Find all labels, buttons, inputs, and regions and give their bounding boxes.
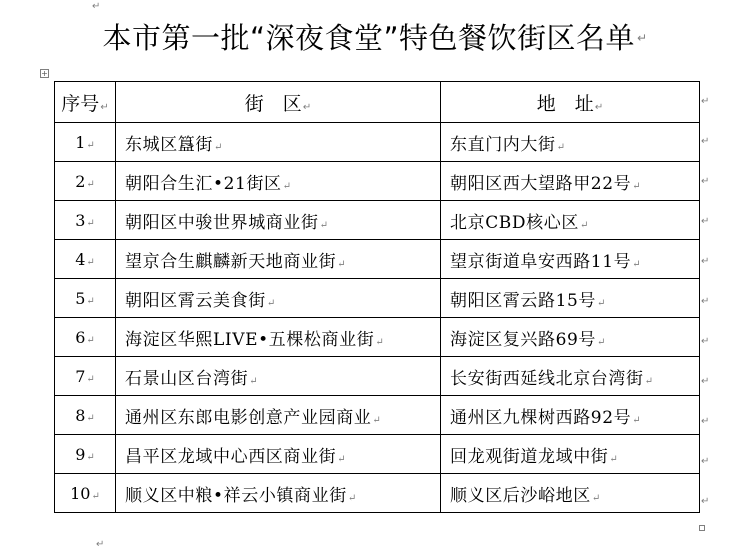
cell-district: 朝阳合生汇•21街区↵ [116,162,441,201]
paragraph-mark-top: ↵ [92,1,101,12]
cell-district: 朝阳区霄云美食街↵ [116,279,441,318]
cell-address: 北京CBD核心区↵ [441,201,700,240]
cell-number: 7↵ [55,357,116,396]
row-end-mark: ↵ [701,456,710,467]
cell-number: 6↵ [55,318,116,357]
cell-number: 1↵ [55,123,116,162]
cell-address: 朝阳区西大望路甲22号↵ [441,162,700,201]
cell-district: 望京合生麒麟新天地商业街↵ [116,240,441,279]
cell-number: 5↵ [55,279,116,318]
table-row [55,201,700,240]
cell-number: 10↵ [55,474,116,513]
row-end-mark: ↵ [701,176,710,187]
cell-number: 4↵ [55,240,116,279]
row-end-mark: ↵ [701,336,710,347]
row-end-mark: ↵ [701,376,710,387]
district-table [54,81,700,513]
cell-number: 8↵ [55,396,116,435]
table-move-handle-icon[interactable]: + [41,69,48,78]
cell-address: 回龙观街道龙域中街↵ [441,435,700,474]
row-end-mark: ↵ [701,256,710,267]
document-title [0,18,750,58]
paragraph-mark-bottom: ↵ [96,539,105,550]
table-row [55,396,700,435]
cell-address: 长安街西延线北京台湾街↵ [441,357,700,396]
cell-district: 海淀区华熙LIVE•五棵松商业街↵ [116,318,441,357]
table-row [55,318,700,357]
row-end-mark: ↵ [701,416,710,427]
table-row [55,279,700,318]
cell-address: 顺义区后沙峪地区↵ [441,474,700,513]
row-end-mark: ↵ [701,296,710,307]
cell-district: 朝阳区中骏世界城商业街↵ [116,201,441,240]
cell-number: 2↵ [55,162,116,201]
table-row [55,357,700,396]
row-end-mark: ↵ [701,496,710,507]
paragraph-mark: ↵ [637,31,648,45]
cell-number: 3↵ [55,201,116,240]
cell-number: 9↵ [55,435,116,474]
header-address: 地 址↵ [441,82,700,123]
row-end-mark: ↵ [701,96,710,107]
cell-district: 石景山区台湾街↵ [116,357,441,396]
table-row [55,162,700,201]
table-row [55,474,700,513]
header-district: 街 区↵ [116,82,441,123]
cell-district: 东城区簋街↵ [116,123,441,162]
cell-district: 通州区东郎电影创意产业园商业↵ [116,396,441,435]
row-end-mark: ↵ [701,216,710,227]
table-row [55,435,700,474]
cell-district: 昌平区龙域中心西区商业街↵ [116,435,441,474]
table-row [55,123,700,162]
cell-address: 海淀区复兴路69号↵ [441,318,700,357]
cell-address: 望京街道阜安西路11号↵ [441,240,700,279]
table-row [55,240,700,279]
row-end-mark: ↵ [701,136,710,147]
header-number: 序号↵ [55,82,116,123]
table-header-row [55,82,700,123]
cell-district: 顺义区中粮•祥云小镇商业街↵ [116,474,441,513]
cell-address: 东直门内大街↵ [441,123,700,162]
cell-address: 朝阳区霄云路15号↵ [441,279,700,318]
title-text: 本市第一批“深夜食堂”特色餐饮街区名单 [102,21,635,55]
table-resize-handle[interactable] [699,525,705,531]
cell-address: 通州区九棵树西路92号↵ [441,396,700,435]
